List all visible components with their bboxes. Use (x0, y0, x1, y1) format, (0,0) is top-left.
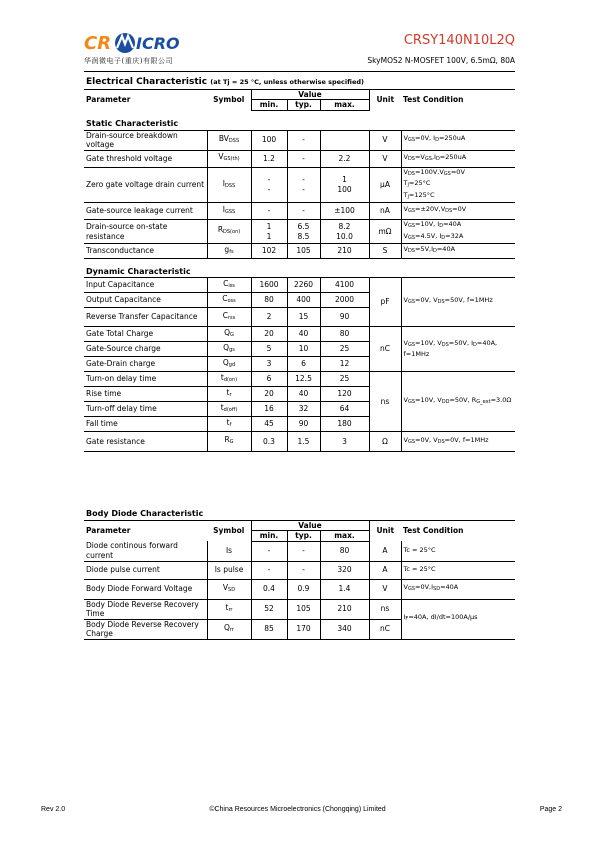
min-cell: 3 (251, 357, 287, 372)
max-cell: 320 (320, 561, 369, 579)
table-row (84, 278, 515, 293)
table-row (84, 244, 515, 259)
unit-cell: nA (369, 203, 401, 220)
company-logo (84, 27, 184, 57)
svg-text:CR: CR (84, 33, 112, 54)
svg-text:ICRO: ICRO (136, 34, 180, 53)
min-cell: - (251, 203, 287, 220)
condition-cell: $V_{GS}=10V$, $V_{DS}=50V$, $I_D=40A$, f=1MHz (401, 327, 515, 372)
max-cell: 1.4 (320, 579, 369, 599)
symbol-cell: $C_{rss}$ (207, 308, 251, 327)
table-row (84, 541, 515, 561)
unit-cell: V (369, 579, 401, 599)
col-test-condition: Test Condition (401, 89, 515, 110)
unit-cell: V (369, 150, 401, 167)
parameter-cell: Output Capacitance (84, 293, 207, 308)
typ-cell: 105 (287, 244, 320, 259)
typ-cell: 40 (287, 387, 320, 402)
max-cell: 2.2 (320, 150, 369, 167)
min-cell: - (251, 561, 287, 579)
table-row (84, 220, 515, 244)
col-unit: Unit (369, 89, 401, 110)
unit-cell: nC (369, 327, 401, 372)
typ-cell: 400 (287, 293, 320, 308)
condition-cell: $V_{GS}=0V,I_{SD}=40A$ (401, 579, 515, 599)
col-value: Value (251, 520, 369, 531)
unit-cell: Ω (369, 432, 401, 452)
dynamic-rows (84, 278, 515, 452)
col-typ: typ. (287, 531, 320, 542)
min-cell: 1 1 (251, 220, 287, 244)
max-cell: ±100 (320, 203, 369, 220)
min-cell: 52 (251, 599, 287, 619)
unit-cell: V (369, 130, 401, 150)
parameter-cell: Zero gate voltage drain current (84, 167, 207, 203)
max-cell: 4100 (320, 278, 369, 293)
unit-cell: μA (369, 167, 401, 203)
unit-cell: A (369, 561, 401, 579)
parameter-cell: Diode pulse current (84, 561, 207, 579)
min-cell: 0.4 (251, 579, 287, 599)
col-symbol: Symbol (207, 520, 251, 541)
condition-cell: Tc = 25°C (401, 561, 515, 579)
body-diode-table (84, 508, 515, 640)
table-row (84, 561, 515, 579)
condition-cell: $I_F=40A$, dI/dt=100A/μs (401, 599, 515, 639)
typ-cell: - (287, 150, 320, 167)
max-cell: 25 (320, 342, 369, 357)
symbol-cell: $BV_{DSS}$ (207, 130, 251, 150)
table-row (84, 203, 515, 220)
part-number: CRSY140N10L2Q (403, 33, 515, 48)
unit-cell: ns (369, 599, 401, 619)
symbol-cell: $R_G$ (207, 432, 251, 452)
max-cell: 25 (320, 372, 369, 387)
min-cell: 16 (251, 402, 287, 417)
min-cell: 1600 (251, 278, 287, 293)
parameter-cell: Gate resistance (84, 432, 207, 452)
max-cell: 12 (320, 357, 369, 372)
max-cell: 120 (320, 387, 369, 402)
typ-cell: - (287, 561, 320, 579)
parameter-cell: Body Diode Reverse Recovery Charge (84, 619, 207, 639)
condition-cell: $V_{DS}=V_{GS},I_D=250uA$ (401, 150, 515, 167)
max-cell: 80 (320, 327, 369, 342)
table-row (84, 599, 515, 619)
condition-cell: $V_{DS}=100V,V_{GS}=0V$ $T_j=25^\circ C$ $T_j=125^\circ C$ (401, 167, 515, 203)
min-cell: 100 (251, 130, 287, 150)
company-name-cn: 华润微电子(重庆)有限公司 (84, 57, 173, 65)
min-cell: 20 (251, 387, 287, 402)
unit-cell: ns (369, 372, 401, 432)
min-cell: 0.3 (251, 432, 287, 452)
max-cell: 1 100 (320, 167, 369, 203)
parameter-cell: Turn-off delay time (84, 402, 207, 417)
unit-cell: S (369, 244, 401, 259)
electrical-characteristic-table (84, 77, 515, 452)
max-cell (320, 130, 369, 150)
footer-revision: Rev 2.0 (41, 806, 66, 813)
symbol-cell: $C_{iss}$ (207, 278, 251, 293)
parameter-cell: Turn-on delay time (84, 372, 207, 387)
min-cell: 85 (251, 619, 287, 639)
header-divider (84, 71, 515, 72)
max-cell: 340 (320, 619, 369, 639)
table-row (84, 130, 515, 150)
col-test-condition: Test Condition (401, 520, 515, 541)
typ-cell: 0.9 (287, 579, 320, 599)
typ-cell: 15 (287, 308, 320, 327)
col-typ: typ. (287, 100, 320, 111)
condition-cell: $V_{GS}=0V$, $V_{DS}=50V$, f=1MHz (401, 278, 515, 327)
min-cell: 45 (251, 417, 287, 432)
symbol-cell: $t_f$ (207, 417, 251, 432)
device-subtitle: SkyMOS2 N-MOSFET 100V, 6.5mΩ, 80A (367, 56, 515, 65)
symbol-cell: $t_{d(off)}$ (207, 402, 251, 417)
table-row (84, 327, 515, 342)
parameter-cell: Transconductance (84, 244, 207, 259)
max-cell: 80 (320, 541, 369, 561)
min-cell: 80 (251, 293, 287, 308)
min-cell: 20 (251, 327, 287, 342)
parameter-cell: Body Diode Forward Voltage (84, 579, 207, 599)
condition-cell: $V_{GS}=0V$, $V_{DS}=0V$, f=1MHz (401, 432, 515, 452)
unit-cell: mΩ (369, 220, 401, 244)
parameter-cell: Input Capacitance (84, 278, 207, 293)
col-max: max. (320, 531, 369, 542)
symbol-cell: $Q_{gs}$ (207, 342, 251, 357)
parameter-cell: Gate threshold voltage (84, 150, 207, 167)
unit-cell: nC (369, 619, 401, 639)
table-row (84, 167, 515, 203)
col-min: min. (251, 531, 287, 542)
electrical-title: Electrical Characteristic (86, 77, 208, 87)
max-cell: 64 (320, 402, 369, 417)
col-symbol: Symbol (207, 89, 251, 110)
parameter-cell: Rise time (84, 387, 207, 402)
typ-cell: 40 (287, 327, 320, 342)
table-row (84, 432, 515, 452)
typ-cell: 32 (287, 402, 320, 417)
condition-cell: $V_{GS}=\pm 20V,V_{DS}=0V$ (401, 203, 515, 220)
typ-cell: 90 (287, 417, 320, 432)
section-title (84, 77, 515, 89)
condition-cell: $V_{DS}=5V,I_D=40A$ (401, 244, 515, 259)
min-cell: 1.2 (251, 150, 287, 167)
min-cell: 2 (251, 308, 287, 327)
typ-cell: 10 (287, 342, 320, 357)
min-cell: 102 (251, 244, 287, 259)
table-row (84, 579, 515, 599)
condition-cell: $V_{GS}=0V$, $I_D=250uA$ (401, 130, 515, 150)
static-section-title: Static Characteristic (84, 110, 515, 130)
condition-cell: $V_{GS}=10V$, $I_D=40A$ $V_{GS}=4.5V$, $I_D=32A$ (401, 220, 515, 244)
parameter-cell: Drain-source on-state resistance (84, 220, 207, 244)
footer-copyright: ©China Resources Microelectronics (Chongqing) Limited (209, 806, 386, 813)
typ-cell: 6.5 8.5 (287, 220, 320, 244)
symbol-cell: $V_{SD}$ (207, 579, 251, 599)
parameter-cell: Drain-source breakdown voltage (84, 130, 207, 150)
symbol-cell: $I_{DSS}$ (207, 167, 251, 203)
min-cell: 6 (251, 372, 287, 387)
symbol-cell: $Q_G$ (207, 327, 251, 342)
max-cell: 210 (320, 599, 369, 619)
parameter-cell: Gate-Source charge (84, 342, 207, 357)
symbol-cell: $Q_{gd}$ (207, 357, 251, 372)
typ-cell: - (287, 130, 320, 150)
typ-cell: - (287, 203, 320, 220)
electrical-condition: (at Tj = 25 °C, unless otherwise specified) (210, 78, 364, 86)
max-cell: 2000 (320, 293, 369, 308)
typ-cell: 105 (287, 599, 320, 619)
dynamic-section-title: Dynamic Characteristic (84, 259, 515, 278)
unit-cell: A (369, 541, 401, 561)
max-cell: 210 (320, 244, 369, 259)
symbol-cell: $Q_{rr}$ (207, 619, 251, 639)
symbol-cell: $t_{d(on)}$ (207, 372, 251, 387)
typ-cell: 1.5 (287, 432, 320, 452)
symbol-cell: $I_{GSS}$ (207, 203, 251, 220)
max-cell: 180 (320, 417, 369, 432)
min-cell: - (251, 541, 287, 561)
symbol-cell: $C_{oss}$ (207, 293, 251, 308)
parameter-cell: Body Diode Reverse Recovery Time (84, 599, 207, 619)
col-value: Value (251, 89, 369, 100)
condition-cell: $V_{GS}=10V$, $V_{DD}=50V$, $R_{G\_ext}=3.0\Omega$ (401, 372, 515, 432)
symbol-cell: Is pulse (207, 561, 251, 579)
max-cell: 8.2 10.0 (320, 220, 369, 244)
col-unit: Unit (369, 520, 401, 541)
unit-cell: pF (369, 278, 401, 327)
body-diode-title: Body Diode Characteristic (86, 509, 204, 518)
col-parameter: Parameter (84, 89, 207, 110)
max-cell: 3 (320, 432, 369, 452)
parameter-cell: Diode continous forward current (84, 541, 207, 561)
typ-cell: 12.5 (287, 372, 320, 387)
symbol-cell: $t_{rr}$ (207, 599, 251, 619)
parameter-cell: Reverse Transfer Capacitance (84, 308, 207, 327)
symbol-cell: Is (207, 541, 251, 561)
table-row (84, 150, 515, 167)
symbol-cell: $t_r$ (207, 387, 251, 402)
symbol-cell: $g_{fs}$ (207, 244, 251, 259)
min-cell: - - (251, 167, 287, 203)
max-cell: 90 (320, 308, 369, 327)
parameter-cell: Gate-source leakage current (84, 203, 207, 220)
typ-cell: - - (287, 167, 320, 203)
typ-cell: - (287, 541, 320, 561)
col-min: min. (251, 100, 287, 111)
body-diode-rows (84, 541, 515, 639)
col-parameter: Parameter (84, 520, 207, 541)
footer-page: Page 2 (539, 806, 562, 813)
typ-cell: 2260 (287, 278, 320, 293)
symbol-cell: $R_{DS(on)}$ (207, 220, 251, 244)
condition-cell: Tc = 25°C (401, 541, 515, 561)
typ-cell: 170 (287, 619, 320, 639)
static-rows (84, 130, 515, 259)
typ-cell: 6 (287, 357, 320, 372)
table-row (84, 372, 515, 387)
parameter-cell: Gate-Drain charge (84, 357, 207, 372)
min-cell: 5 (251, 342, 287, 357)
col-max: max. (320, 100, 369, 111)
symbol-cell: $V_{GS(th)}$ (207, 150, 251, 167)
parameter-cell: Fall time (84, 417, 207, 432)
parameter-cell: Gate Total Charge (84, 327, 207, 342)
